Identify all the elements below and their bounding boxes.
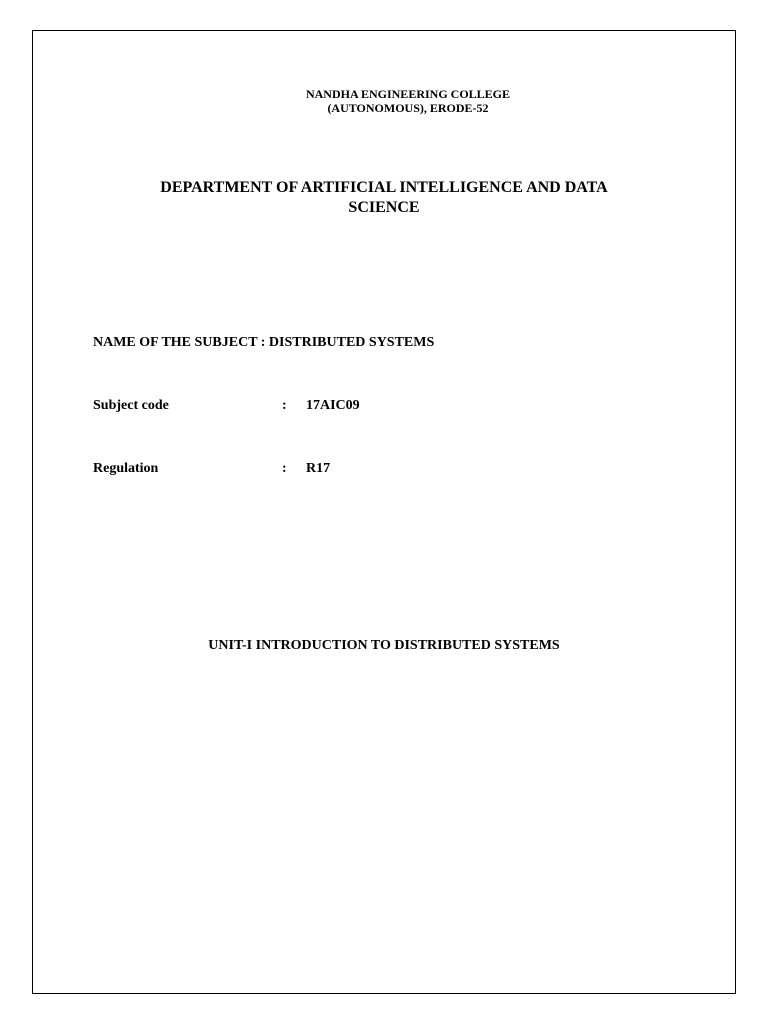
college-name: NANDHA ENGINEERING COLLEGE [305,87,511,101]
regulation-value: R17 [306,461,331,476]
unit-title: UNIT-I INTRODUCTION TO DISTRIBUTED SYSTEMS [208,638,560,653]
college-location: (AUTONOMOUS), ERODE-52 [327,101,489,115]
regulation-colon: : [282,461,287,476]
page-border [32,30,736,994]
subject-code-value: 17AIC09 [306,398,360,413]
subject-code-colon: : [282,398,287,413]
department-title-line1: DEPARTMENT OF ARTIFICIAL INTELLIGENCE AND DATA [160,179,608,196]
regulation-label: Regulation [93,461,159,476]
subject-name: NAME OF THE SUBJECT : DISTRIBUTED SYSTEMS [93,335,435,350]
department-title-line2: SCIENCE [348,199,420,216]
subject-code-label: Subject code [93,398,169,413]
